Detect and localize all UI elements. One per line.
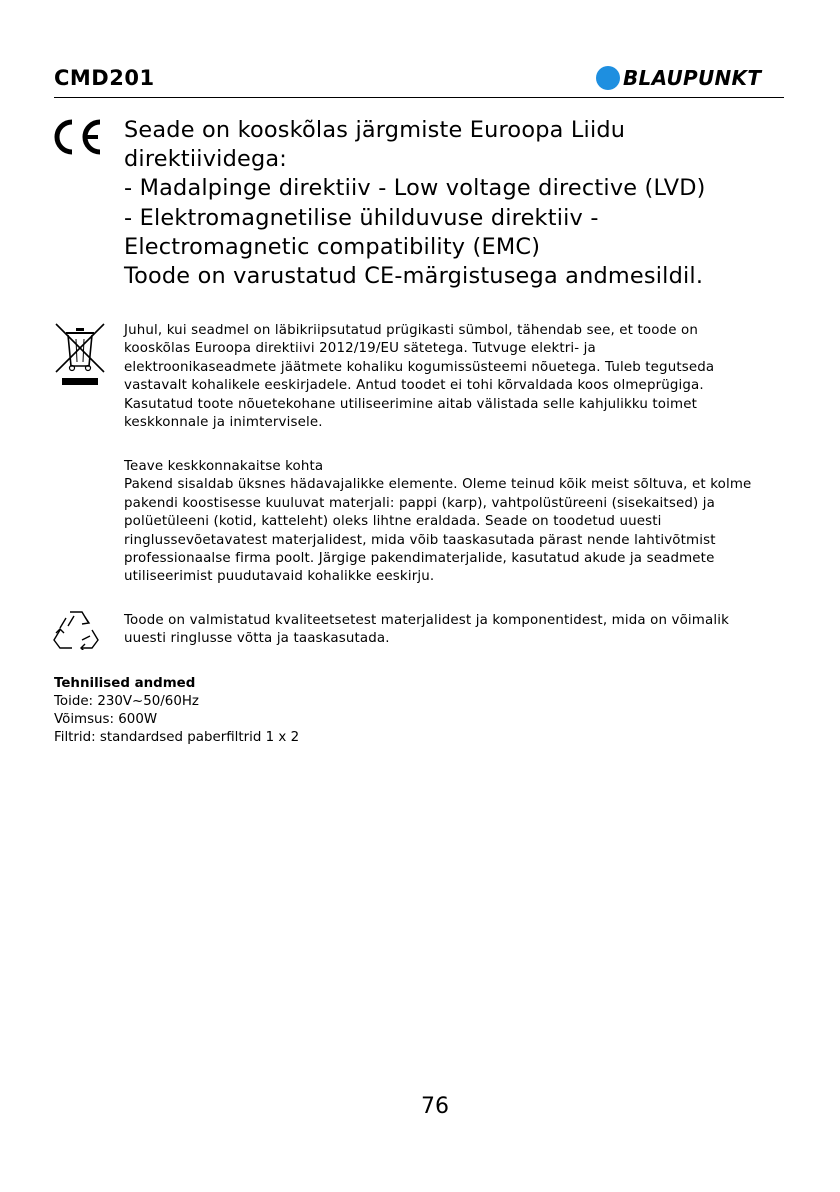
- crossed-bin-icon: [54, 322, 106, 388]
- page-number: 76: [421, 1094, 449, 1119]
- environment-line: pakendi koostisesse kuuluvat materjali: pappi (karp), vahtpolüstüreeni (sisekaitsed) ja: [124, 495, 716, 511]
- brand-name: BLAUPUNKT: [623, 66, 762, 90]
- ce-line: direktiividega:: [124, 146, 288, 173]
- weee-notice: [124, 322, 784, 432]
- ce-line: Seade on kooskõlas järgmiste Euroopa Liidu: [124, 117, 626, 143]
- model-name: CMD201: [54, 66, 155, 90]
- spec-power-supply: Toide: 230V~50/60Hz: [54, 694, 199, 709]
- environment-line: Pakend sisaldab üksnes hädavajalikke elemente. Oleme teinud kõik meist sõltuva, et kolme: [124, 477, 752, 493]
- environment-title: Teave keskkonnakaitse kohta: [124, 459, 324, 474]
- ce-mark-icon: [52, 118, 104, 156]
- ce-line: Toode on varustatud CE-märgistusega andmesildil.: [124, 263, 704, 290]
- weee-line: elektroonikaseadmete jäätmete kohaliku kogumissüsteemi nõuetega. Tuleb tegutseda: [124, 359, 715, 375]
- ce-declaration: [124, 116, 774, 291]
- spec-filters: Filtrid: standardsed paberfiltrid 1 x 2: [54, 730, 300, 745]
- ce-line: - Elektromagnetilise ühilduvuse direktiiv -: [124, 204, 599, 231]
- ce-line: - Madalpinge direktiiv - Low voltage directive (LVD): [124, 175, 706, 202]
- spec-power: Võimsus: 600W: [54, 712, 158, 727]
- weee-line: kooskõlas Euroopa direktiivi 2012/19/EU sätetega. Tutvuge elektri- ja: [124, 341, 596, 357]
- ce-line: Electromagnetic compatibility (EMC): [124, 233, 541, 260]
- weee-line: Juhul, kui seadmel on läbikriipsutatud prügikasti sümbol, tähendab see, et toode on: [124, 323, 698, 338]
- environment-line: professionaalse firma poolt. Järgige pakendimaterjalide, kasutatud akude ja seadmete: [124, 551, 715, 567]
- environment-line: polüetüleeni (kotid, katteleht) oleks lihtne eraldada. Seade on toodetud uuesti: [124, 514, 662, 530]
- header-divider: [54, 97, 784, 98]
- recycle-notice: [124, 612, 784, 649]
- environment-section: [124, 458, 784, 587]
- weee-line: vastavalt kohalikele eeskirjadele. Antud toodet ei tohi kõrvaldada koos olmeprügiga.: [124, 378, 704, 394]
- environment-line: ringlussevõetavatest materjalidest, mida võib taaskasutada pärast nende lahtivõtmist: [124, 532, 716, 548]
- recycle-line: uuesti ringlusse võtta ja taaskasutada.: [124, 631, 390, 647]
- weee-line: Kasutatud toote nõuetekohane utiliseerimine aitab välistada selle kahjulikku toimet: [124, 396, 698, 412]
- environment-line: utiliseerimist puudutavaid kohalikke eeskirju.: [124, 569, 435, 585]
- brand-dot-icon: [596, 66, 620, 90]
- specs-title: Tehnilised andmed: [54, 676, 196, 691]
- technical-specs: [54, 675, 299, 747]
- recycle-line: Toode on valmistatud kvaliteetsetest materjalidest ja komponentidest, mida on võimalik: [124, 613, 729, 628]
- brand-logo: [596, 64, 761, 92]
- weee-line: keskkonnale ja inimtervisele.: [124, 415, 323, 431]
- recycle-icon: [52, 608, 100, 650]
